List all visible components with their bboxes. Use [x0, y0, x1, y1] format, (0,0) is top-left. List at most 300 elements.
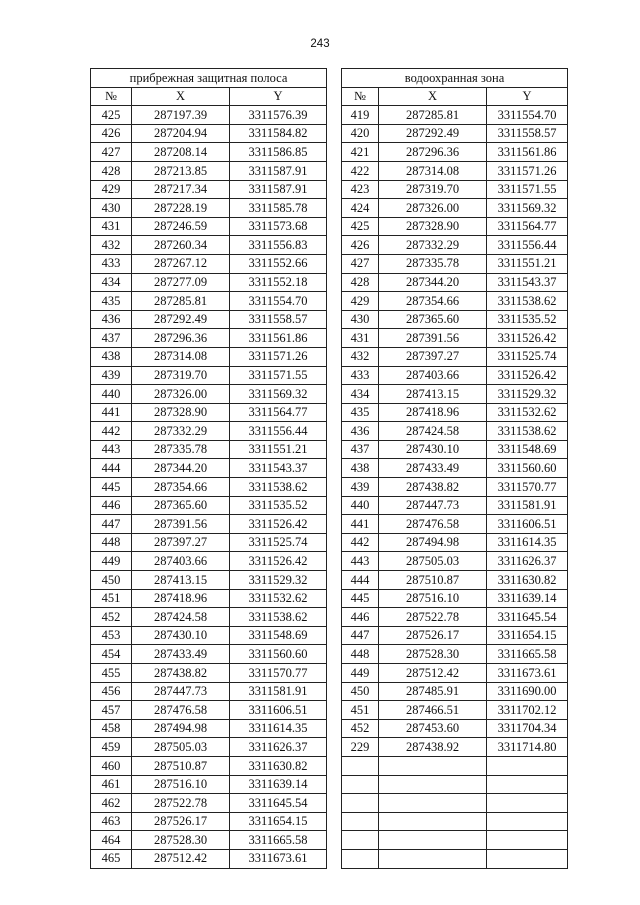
left-cell-x: 287319.70 — [132, 366, 230, 385]
right-cell-x: 287344.20 — [379, 273, 487, 292]
right-cell-y: 3311561.86 — [487, 143, 568, 162]
right-cell-number: 436 — [342, 422, 379, 441]
right-cell-x: 287285.81 — [379, 106, 487, 125]
left-cell-x: 287403.66 — [132, 552, 230, 571]
right-cell-number: 438 — [342, 459, 379, 478]
empty-cell — [379, 831, 487, 850]
left-cell-number: 441 — [91, 403, 132, 422]
column-gap — [327, 217, 342, 236]
left-cell-y: 3311584.82 — [230, 124, 327, 143]
left-cell-number: 438 — [91, 347, 132, 366]
left-cell-number: 464 — [91, 831, 132, 850]
left-header-y: Y — [230, 87, 327, 106]
column-gap — [327, 329, 342, 348]
left-cell-x: 287354.66 — [132, 478, 230, 497]
right-cell-x: 287418.96 — [379, 403, 487, 422]
right-cell-y: 3311690.00 — [487, 682, 568, 701]
left-cell-number: 463 — [91, 812, 132, 831]
right-cell-number: 452 — [342, 719, 379, 738]
empty-cell — [379, 812, 487, 831]
table-row — [91, 608, 568, 627]
left-cell-x: 287528.30 — [132, 831, 230, 850]
right-cell-x: 287319.70 — [379, 180, 487, 199]
left-cell-y: 3311581.91 — [230, 682, 327, 701]
right-cell-y: 3311639.14 — [487, 589, 568, 608]
left-header-number: № — [91, 87, 132, 106]
right-cell-x: 287476.58 — [379, 515, 487, 534]
table-row — [91, 515, 568, 534]
right-cell-number: 434 — [342, 385, 379, 404]
left-cell-y: 3311645.54 — [230, 794, 327, 813]
left-cell-y: 3311552.18 — [230, 273, 327, 292]
right-cell-number: 433 — [342, 366, 379, 385]
right-cell-x: 287510.87 — [379, 571, 487, 590]
right-cell-number: 437 — [342, 440, 379, 459]
left-cell-y: 3311585.78 — [230, 199, 327, 218]
table-row — [91, 682, 568, 701]
column-gap — [327, 459, 342, 478]
table-row — [91, 719, 568, 738]
right-cell-x: 287391.56 — [379, 329, 487, 348]
left-cell-x: 287512.42 — [132, 849, 230, 868]
column-gap — [327, 645, 342, 664]
column-gap — [327, 106, 342, 125]
left-cell-y: 3311614.35 — [230, 719, 327, 738]
right-cell-x: 287528.30 — [379, 645, 487, 664]
right-cell-x: 287296.36 — [379, 143, 487, 162]
column-gap — [327, 385, 342, 404]
right-cell-y: 3311645.54 — [487, 608, 568, 627]
right-cell-number: 449 — [342, 664, 379, 683]
left-cell-number: 432 — [91, 236, 132, 255]
column-gap — [327, 236, 342, 255]
right-cell-number: 441 — [342, 515, 379, 534]
empty-cell — [379, 775, 487, 794]
left-cell-x: 287418.96 — [132, 589, 230, 608]
column-gap — [327, 199, 342, 218]
left-cell-x: 287494.98 — [132, 719, 230, 738]
right-cell-x: 287466.51 — [379, 701, 487, 720]
left-cell-y: 3311535.52 — [230, 496, 327, 515]
left-cell-x: 287505.03 — [132, 738, 230, 757]
right-cell-y: 3311538.62 — [487, 422, 568, 441]
left-cell-number: 446 — [91, 496, 132, 515]
right-cell-y: 3311571.55 — [487, 180, 568, 199]
column-gap — [327, 571, 342, 590]
right-cell-y: 3311626.37 — [487, 552, 568, 571]
left-cell-number: 448 — [91, 533, 132, 552]
table-header-row — [91, 87, 568, 106]
left-cell-number: 428 — [91, 161, 132, 180]
right-cell-x: 287403.66 — [379, 366, 487, 385]
right-cell-y: 3311581.91 — [487, 496, 568, 515]
right-cell-number: 444 — [342, 571, 379, 590]
left-cell-y: 3311561.86 — [230, 329, 327, 348]
left-cell-number: 452 — [91, 608, 132, 627]
right-cell-y: 3311564.77 — [487, 217, 568, 236]
column-gap — [327, 608, 342, 627]
left-cell-number: 445 — [91, 478, 132, 497]
right-cell-y: 3311556.44 — [487, 236, 568, 255]
right-cell-y: 3311558.57 — [487, 124, 568, 143]
empty-cell — [487, 812, 568, 831]
right-cell-number: 448 — [342, 645, 379, 664]
left-cell-number: 449 — [91, 552, 132, 571]
table-row — [91, 161, 568, 180]
left-cell-x: 287526.17 — [132, 812, 230, 831]
right-cell-x: 287397.27 — [379, 347, 487, 366]
left-cell-number: 451 — [91, 589, 132, 608]
left-cell-number: 444 — [91, 459, 132, 478]
column-gap — [327, 664, 342, 683]
left-cell-x: 287516.10 — [132, 775, 230, 794]
right-cell-number: 229 — [342, 738, 379, 757]
column-gap — [327, 701, 342, 720]
right-cell-number: 419 — [342, 106, 379, 125]
left-cell-y: 3311654.15 — [230, 812, 327, 831]
left-cell-number: 458 — [91, 719, 132, 738]
column-gap — [327, 310, 342, 329]
left-cell-x: 287413.15 — [132, 571, 230, 590]
column-gap — [327, 812, 342, 831]
right-cell-x: 287516.10 — [379, 589, 487, 608]
right-cell-number: 431 — [342, 329, 379, 348]
left-cell-x: 287246.59 — [132, 217, 230, 236]
table-row — [91, 756, 568, 775]
column-gap — [327, 496, 342, 515]
left-cell-y: 3311573.68 — [230, 217, 327, 236]
right-cell-number: 425 — [342, 217, 379, 236]
column-gap — [327, 87, 342, 106]
right-cell-y: 3311570.77 — [487, 478, 568, 497]
right-cell-number: 430 — [342, 310, 379, 329]
column-gap — [327, 124, 342, 143]
left-cell-number: 453 — [91, 626, 132, 645]
right-cell-x: 287413.15 — [379, 385, 487, 404]
right-table-title: водоохранная зона — [342, 69, 568, 88]
right-cell-y: 3311654.15 — [487, 626, 568, 645]
table-row — [91, 329, 568, 348]
column-gap — [327, 161, 342, 180]
right-cell-y: 3311704.34 — [487, 719, 568, 738]
left-cell-x: 287314.08 — [132, 347, 230, 366]
column-gap — [327, 831, 342, 850]
table-row — [91, 366, 568, 385]
right-cell-y: 3311630.82 — [487, 571, 568, 590]
left-cell-x: 287365.60 — [132, 496, 230, 515]
right-cell-x: 287512.42 — [379, 664, 487, 683]
table-row — [91, 106, 568, 125]
right-cell-x: 287522.78 — [379, 608, 487, 627]
left-cell-x: 287476.58 — [132, 701, 230, 720]
right-cell-x: 287505.03 — [379, 552, 487, 571]
right-cell-y: 3311535.52 — [487, 310, 568, 329]
left-cell-y: 3311587.91 — [230, 180, 327, 199]
left-cell-x: 287424.58 — [132, 608, 230, 627]
column-gap — [327, 794, 342, 813]
left-cell-y: 3311556.44 — [230, 422, 327, 441]
left-cell-number: 434 — [91, 273, 132, 292]
left-cell-x: 287510.87 — [132, 756, 230, 775]
table-row — [91, 254, 568, 273]
table-row — [91, 626, 568, 645]
left-cell-y: 3311571.55 — [230, 366, 327, 385]
column-gap — [327, 366, 342, 385]
left-cell-number: 430 — [91, 199, 132, 218]
right-cell-x: 287447.73 — [379, 496, 487, 515]
right-cell-number: 439 — [342, 478, 379, 497]
column-gap — [327, 682, 342, 701]
right-cell-x: 287314.08 — [379, 161, 487, 180]
table-row — [91, 310, 568, 329]
table-row — [91, 347, 568, 366]
empty-cell — [342, 756, 379, 775]
left-cell-number: 437 — [91, 329, 132, 348]
right-cell-y: 3311560.60 — [487, 459, 568, 478]
right-cell-y: 3311571.26 — [487, 161, 568, 180]
right-cell-y: 3311554.70 — [487, 106, 568, 125]
column-gap — [327, 515, 342, 534]
right-cell-number: 424 — [342, 199, 379, 218]
right-cell-number: 426 — [342, 236, 379, 255]
left-cell-x: 287213.85 — [132, 161, 230, 180]
right-cell-x: 287335.78 — [379, 254, 487, 273]
right-cell-y: 3311673.61 — [487, 664, 568, 683]
left-cell-number: 455 — [91, 664, 132, 683]
right-cell-number: 445 — [342, 589, 379, 608]
left-cell-x: 287328.90 — [132, 403, 230, 422]
left-cell-y: 3311570.77 — [230, 664, 327, 683]
left-cell-number: 426 — [91, 124, 132, 143]
left-cell-number: 461 — [91, 775, 132, 794]
table-row — [91, 645, 568, 664]
right-cell-number: 422 — [342, 161, 379, 180]
left-cell-x: 287391.56 — [132, 515, 230, 534]
empty-cell — [379, 849, 487, 868]
right-cell-y: 3311714.80 — [487, 738, 568, 757]
left-cell-number: 454 — [91, 645, 132, 664]
page-number: 243 — [310, 38, 330, 50]
table-row — [91, 738, 568, 757]
left-cell-y: 3311558.57 — [230, 310, 327, 329]
right-cell-y: 3311532.62 — [487, 403, 568, 422]
column-gap — [327, 347, 342, 366]
left-cell-y: 3311532.62 — [230, 589, 327, 608]
column-gap — [327, 533, 342, 552]
right-cell-number: 421 — [342, 143, 379, 162]
right-cell-x: 287292.49 — [379, 124, 487, 143]
left-cell-y: 3311529.32 — [230, 571, 327, 590]
table-row — [91, 217, 568, 236]
right-cell-y: 3311614.35 — [487, 533, 568, 552]
left-cell-y: 3311538.62 — [230, 478, 327, 497]
right-cell-number: 429 — [342, 292, 379, 311]
left-cell-x: 287228.19 — [132, 199, 230, 218]
left-header-x: X — [132, 87, 230, 106]
table-row — [91, 849, 568, 868]
left-cell-number: 465 — [91, 849, 132, 868]
left-cell-y: 3311552.66 — [230, 254, 327, 273]
table-title-row — [91, 69, 568, 88]
left-cell-y: 3311569.32 — [230, 385, 327, 404]
column-gap — [327, 273, 342, 292]
right-cell-x: 287526.17 — [379, 626, 487, 645]
right-cell-y: 3311702.12 — [487, 701, 568, 720]
table-row — [91, 571, 568, 590]
right-cell-x: 287332.29 — [379, 236, 487, 255]
column-gap — [327, 254, 342, 273]
empty-cell — [342, 775, 379, 794]
right-cell-y: 3311526.42 — [487, 366, 568, 385]
table-row — [91, 589, 568, 608]
left-cell-x: 287332.29 — [132, 422, 230, 441]
right-cell-y: 3311551.21 — [487, 254, 568, 273]
left-cell-number: 459 — [91, 738, 132, 757]
right-cell-x: 287433.49 — [379, 459, 487, 478]
left-cell-y: 3311554.70 — [230, 292, 327, 311]
left-cell-number: 440 — [91, 385, 132, 404]
right-cell-number: 435 — [342, 403, 379, 422]
left-cell-number: 425 — [91, 106, 132, 125]
left-cell-x: 287208.14 — [132, 143, 230, 162]
table-row — [91, 143, 568, 162]
left-cell-number: 442 — [91, 422, 132, 441]
table-row — [91, 701, 568, 720]
left-cell-x: 287430.10 — [132, 626, 230, 645]
left-cell-y: 3311548.69 — [230, 626, 327, 645]
table-row — [91, 552, 568, 571]
empty-cell — [379, 756, 487, 775]
right-cell-number: 432 — [342, 347, 379, 366]
left-cell-y: 3311665.58 — [230, 831, 327, 850]
right-cell-number: 443 — [342, 552, 379, 571]
left-cell-x: 287285.81 — [132, 292, 230, 311]
left-cell-y: 3311556.83 — [230, 236, 327, 255]
right-cell-x: 287453.60 — [379, 719, 487, 738]
table-row — [91, 664, 568, 683]
left-cell-number: 443 — [91, 440, 132, 459]
column-gap — [327, 69, 342, 88]
left-cell-x: 287326.00 — [132, 385, 230, 404]
column-gap — [327, 478, 342, 497]
left-cell-y: 3311626.37 — [230, 738, 327, 757]
right-cell-x: 287354.66 — [379, 292, 487, 311]
left-cell-x: 287217.34 — [132, 180, 230, 199]
right-cell-number: 428 — [342, 273, 379, 292]
left-cell-number: 460 — [91, 756, 132, 775]
empty-cell — [342, 794, 379, 813]
empty-cell — [487, 775, 568, 794]
left-cell-x: 287197.39 — [132, 106, 230, 125]
left-cell-y: 3311571.26 — [230, 347, 327, 366]
left-cell-x: 287292.49 — [132, 310, 230, 329]
column-gap — [327, 849, 342, 868]
left-cell-x: 287438.82 — [132, 664, 230, 683]
table-row — [91, 422, 568, 441]
right-cell-y: 3311665.58 — [487, 645, 568, 664]
left-cell-y: 3311526.42 — [230, 515, 327, 534]
right-cell-y: 3311525.74 — [487, 347, 568, 366]
right-cell-number: 447 — [342, 626, 379, 645]
empty-cell — [487, 849, 568, 868]
table-row — [91, 292, 568, 311]
table-row — [91, 403, 568, 422]
column-gap — [327, 422, 342, 441]
left-cell-x: 287397.27 — [132, 533, 230, 552]
left-table-title: прибрежная защитная полоса — [91, 69, 327, 88]
left-cell-y: 3311586.85 — [230, 143, 327, 162]
left-cell-number: 457 — [91, 701, 132, 720]
table-row — [91, 478, 568, 497]
empty-cell — [487, 794, 568, 813]
column-gap — [327, 589, 342, 608]
table-row — [91, 794, 568, 813]
empty-cell — [487, 831, 568, 850]
column-gap — [327, 552, 342, 571]
column-gap — [327, 756, 342, 775]
right-cell-number: 446 — [342, 608, 379, 627]
table-row — [91, 459, 568, 478]
right-cell-y: 3311526.42 — [487, 329, 568, 348]
left-cell-y: 3311587.91 — [230, 161, 327, 180]
right-cell-x: 287430.10 — [379, 440, 487, 459]
right-cell-number: 420 — [342, 124, 379, 143]
right-cell-y: 3311543.37 — [487, 273, 568, 292]
column-gap — [327, 626, 342, 645]
column-gap — [327, 403, 342, 422]
left-cell-y: 3311525.74 — [230, 533, 327, 552]
right-cell-y: 3311569.32 — [487, 199, 568, 218]
left-cell-y: 3311576.39 — [230, 106, 327, 125]
column-gap — [327, 143, 342, 162]
left-cell-y: 3311639.14 — [230, 775, 327, 794]
right-cell-y: 3311538.62 — [487, 292, 568, 311]
left-cell-y: 3311606.51 — [230, 701, 327, 720]
column-gap — [327, 180, 342, 199]
table-row — [91, 180, 568, 199]
right-cell-x: 287438.82 — [379, 478, 487, 497]
right-header-y: Y — [487, 87, 568, 106]
table-row — [91, 124, 568, 143]
empty-cell — [379, 794, 487, 813]
left-cell-x: 287267.12 — [132, 254, 230, 273]
left-cell-x: 287344.20 — [132, 459, 230, 478]
left-cell-x: 287335.78 — [132, 440, 230, 459]
right-cell-y: 3311606.51 — [487, 515, 568, 534]
coordinates-table — [90, 68, 568, 869]
left-cell-number: 429 — [91, 180, 132, 199]
right-cell-number: 451 — [342, 701, 379, 720]
empty-cell — [342, 831, 379, 850]
right-header-number: № — [342, 87, 379, 106]
left-cell-x: 287447.73 — [132, 682, 230, 701]
right-cell-x: 287365.60 — [379, 310, 487, 329]
left-cell-x: 287433.49 — [132, 645, 230, 664]
left-cell-y: 3311551.21 — [230, 440, 327, 459]
table-row — [91, 775, 568, 794]
right-cell-number: 427 — [342, 254, 379, 273]
empty-cell — [342, 812, 379, 831]
right-cell-y: 3311548.69 — [487, 440, 568, 459]
left-cell-y: 3311630.82 — [230, 756, 327, 775]
left-cell-number: 431 — [91, 217, 132, 236]
left-cell-y: 3311543.37 — [230, 459, 327, 478]
column-gap — [327, 738, 342, 757]
left-cell-y: 3311526.42 — [230, 552, 327, 571]
left-cell-number: 436 — [91, 310, 132, 329]
left-cell-x: 287260.34 — [132, 236, 230, 255]
left-cell-y: 3311673.61 — [230, 849, 327, 868]
